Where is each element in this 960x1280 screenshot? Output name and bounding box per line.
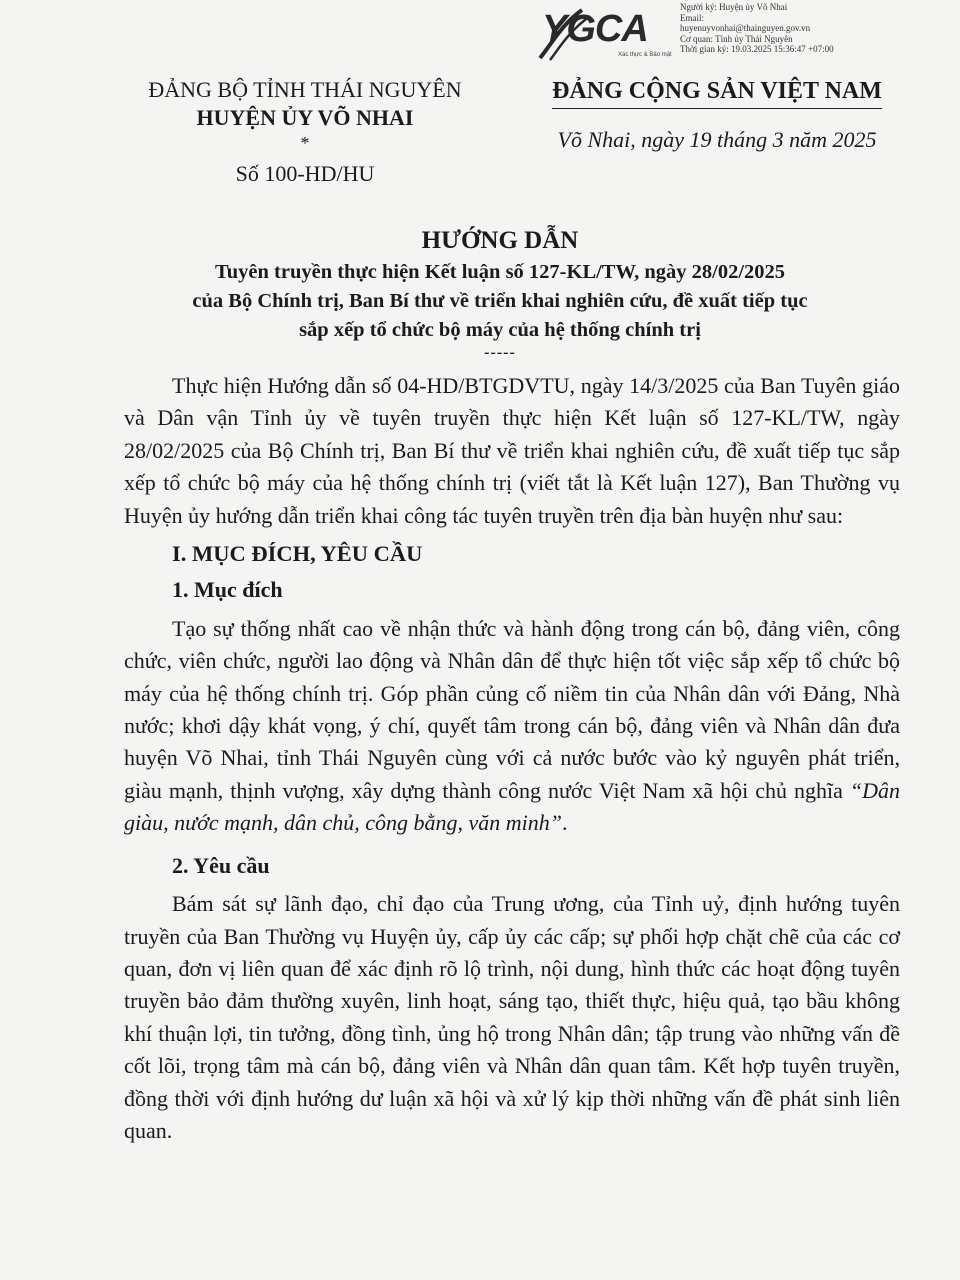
signer-line: Người ký: Huyện ủy Võ Nhai	[680, 2, 788, 12]
title-separator: -----	[484, 344, 516, 361]
requirements-paragraph: Bám sát sự lãnh đạo, chỉ đạo của Trung ương, của Tỉnh uỷ, định hướng tuyên truyền của Ban Thường vụ Huyện ủy, cấp ủy các cấp; sự phối hợp chặt chẽ của các cơ quan, đơn vị liên quan để xác định rõ lộ trình, nội dung, hình thức các hoạt động tuyên truyền bảo đảm thường xuyên, linh hoạt, sáng tạo, thiết thực, hiệu quả, tạo bầu không khí thuận lợi, tin tưởng, đồng tình, ủng hộ trong Nhân dân; tập trung vào những vấn đề cốt lõi, trọng tâm mà cán bộ, đảng viên và Nhân dân quan tâm. Kết hợp tuyên truyền, đồng thời với định hướng dư luận xã hội và xử lý kịp thời những vấn đề phát sinh liên quan.	[124, 891, 900, 1143]
intro-paragraph: Thực hiện Hướng dẫn số 04-HD/BTGDVTU, ngày 14/3/2025 của Ban Tuyên giáo và Dân vận Tỉnh ủy về tuyên truyền thực hiện Kết luận số 127-KL/TW, ngày 28/02/2025 của Bộ Chính trị, Ban Bí thư về triển khai nghiên cứu, đề xuất tiếp tục sắp xếp tổ chức bộ máy của hệ thống chính trị (viết tắt là Kết luận 127), Ban Thường vụ Huyện ủy hướng dẫn triển khai công tác tuyên truyền trên địa bàn huyện như sau:	[124, 373, 900, 528]
header-star: *	[300, 133, 310, 153]
district-committee: HUYỆN ỦY VÕ NHAI	[196, 105, 414, 130]
title-sub-line-2: của Bộ Chính trị, Ban Bí thư về triển khai nghiên cứu, đề xuất tiếp tục	[192, 290, 808, 312]
subsection-2-heading: 2. Yêu cầu	[172, 852, 270, 878]
place-date: Võ Nhai, ngày 19 tháng 3 năm 2025	[557, 127, 877, 152]
email-label: Email:	[680, 12, 704, 23]
logo-text: YGCA	[542, 8, 648, 50]
document-body	[124, 370, 900, 1147]
title-main: HƯỚNG DẪN	[421, 227, 579, 254]
digital-signature-stamp	[536, 2, 896, 64]
email-value: huyenuyvonhai@thainguyen.gov.vn	[680, 23, 811, 33]
purpose-paragraph	[124, 613, 900, 840]
purpose-end: .	[562, 810, 568, 836]
agency-line: Cơ quan: Tỉnh ủy Thái Nguyên	[680, 33, 793, 44]
provincial-org: ĐẢNG BỘ TỈNH THÁI NGUYÊN	[148, 77, 462, 102]
sign-time-line: Thời gian ký: 19.03.2025 15:36:47 +07:00	[680, 44, 834, 54]
section-1-heading: I. MỤC ĐÍCH, YÊU CẦU	[172, 541, 423, 567]
party-header	[532, 76, 902, 153]
logo-tagline: Xác thực & Bảo mật	[618, 52, 672, 58]
title-sub-line-1: Tuyên truyền thực hiện Kết luận số 127-KL/TW, ngày 28/02/2025	[214, 261, 786, 283]
purpose-quote: “Dân giàu, nước mạnh, dân chủ, công bằng, văn minh”	[124, 777, 900, 836]
signature-info	[680, 2, 834, 55]
document-title	[90, 224, 910, 361]
party-name: ĐẢNG CỘNG SẢN VIỆT NAM	[552, 78, 882, 104]
subsection-1-heading: 1. Mục đích	[172, 577, 283, 603]
issuer-header	[120, 76, 490, 188]
party-underline	[552, 108, 882, 109]
document-number: Số 100-HD/HU	[235, 161, 375, 186]
purpose-text: Tạo sự thống nhất cao về nhận thức và hành động trong cán bộ, đảng viên, công chức, viên chức, người lao động và Nhân dân để thực hiện tốt việc sắp xếp tổ chức bộ máy của hệ thống chính trị. Góp phần củng cố niềm tin của Nhân dân với Đảng, Nhà nước; khơi dậy khát vọng, ý chí, quyết tâm trong cán bộ, đảng viên và Nhân dân đưa huyện Võ Nhai, tỉnh Thái Nguyên cùng với cả nước bước vào kỷ nguyên phát triển, giàu mạnh, thịnh vượng, xây dựng thành công nước Việt Nam xã hội chủ nghĩa	[124, 615, 900, 803]
title-sub-line-3: sắp xếp tổ chức bộ máy của hệ thống chính trị	[299, 319, 701, 341]
ygca-logo	[536, 6, 678, 64]
